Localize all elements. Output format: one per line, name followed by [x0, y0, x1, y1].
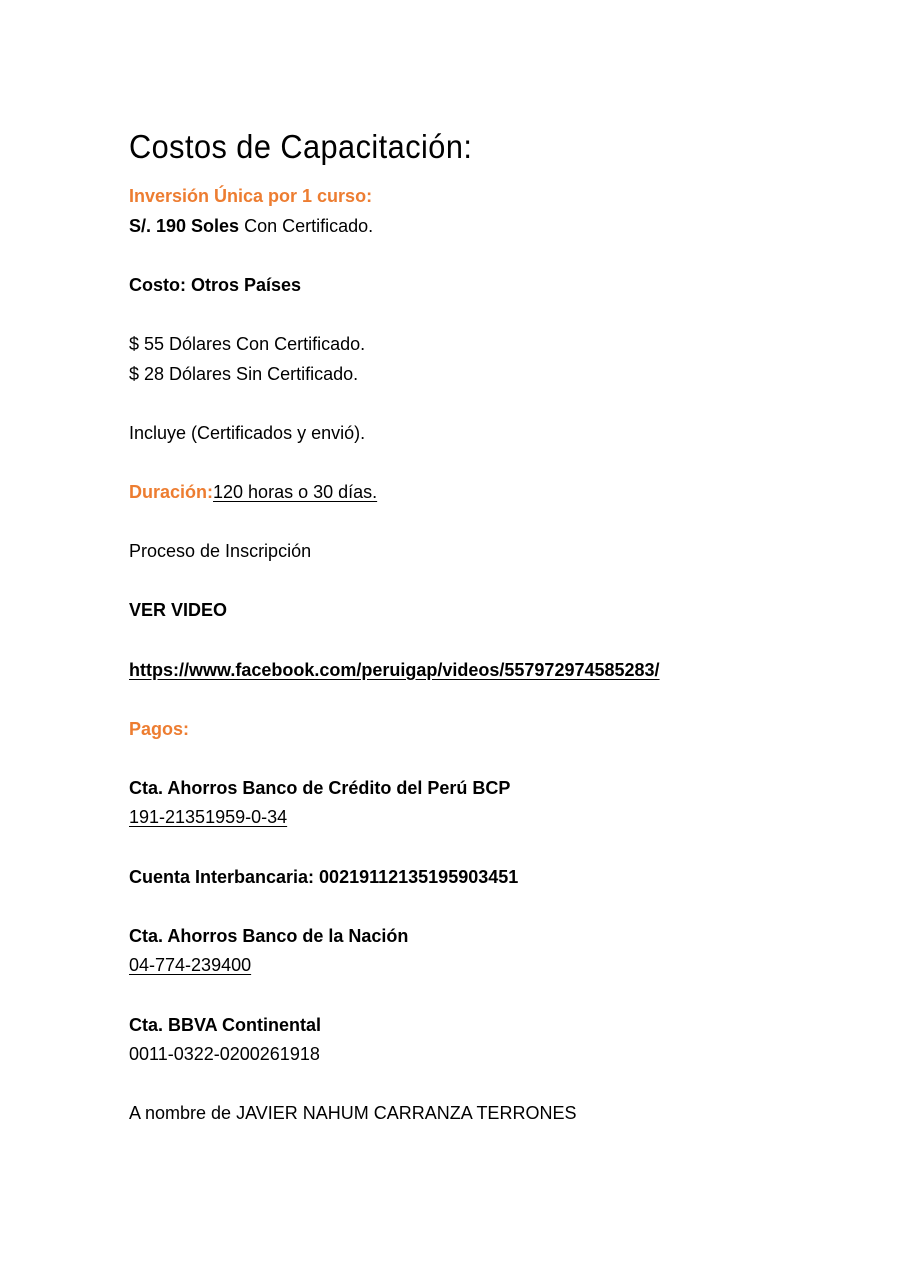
spacer	[129, 744, 660, 774]
spacer	[129, 508, 660, 538]
spacer	[129, 833, 660, 863]
nacion-number: 04-774-239400	[129, 955, 252, 976]
pagos-label: Pagos:	[129, 718, 190, 739]
nacion-number-line	[129, 951, 660, 981]
inversion-label: Inversión Única por 1 curso:	[129, 186, 373, 206]
price-bold: S/. 190 Soles	[129, 215, 240, 236]
otros-sin: $ 28 Dólares Sin Certificado.	[129, 363, 359, 384]
spacer	[129, 892, 660, 922]
proceso-text: Proceso de Inscripción	[129, 541, 312, 562]
document-body	[129, 182, 660, 1129]
bbva-label: Cta. BBVA Continental	[129, 1014, 321, 1035]
incluye-text: Incluye (Certificados y envió).	[129, 422, 366, 443]
price-rest: Con Certificado.	[239, 215, 374, 236]
spacer	[129, 685, 660, 715]
inversion-price	[129, 212, 660, 242]
otros-con: $ 55 Dólares Con Certificado.	[129, 333, 366, 354]
otros-label: Costo: Otros Países	[129, 274, 302, 295]
video-link[interactable]: https://www.facebook.com/peruigap/videos/557972974585283/	[129, 659, 660, 680]
titular: A nombre de JAVIER NAHUM CARRANZA TERRONES	[129, 1103, 577, 1124]
duracion	[129, 478, 660, 508]
spacer	[129, 300, 660, 330]
page-title: Costos de Capacitación:	[129, 128, 473, 165]
spacer	[129, 448, 660, 478]
bcp-number-line	[129, 803, 660, 833]
spacer	[129, 1070, 660, 1100]
spacer	[129, 389, 660, 419]
bbva-number: 0011-0322-0200261918	[129, 1044, 320, 1065]
nacion-label: Cta. Ahorros Banco de la Nación	[129, 925, 409, 946]
bcp-number: 191-21351959-0-34	[129, 807, 288, 828]
spacer	[129, 567, 660, 597]
duracion-value: 120 horas o 30 días.	[213, 481, 378, 502]
interbancaria: Cuenta Interbancaria: 00219112135195903451	[129, 866, 519, 887]
bcp-label: Cta. Ahorros Banco de Crédito del Perú BCP	[129, 777, 511, 798]
spacer	[129, 981, 660, 1011]
duracion-label: Duración:	[129, 481, 214, 502]
video-label: VER VIDEO	[129, 600, 228, 621]
video-link-line	[129, 656, 660, 686]
spacer	[129, 626, 660, 656]
spacer	[129, 241, 660, 271]
